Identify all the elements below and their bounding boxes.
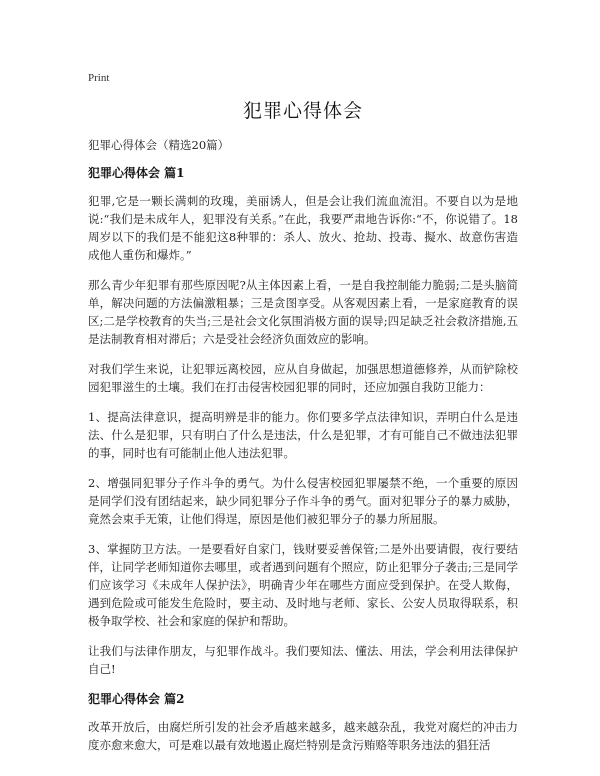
paragraph: 让我们与法律作朋友，与犯罪作战斗。我们要知法、懂法、用法，学会利用法律保护自己! <box>88 644 518 676</box>
paragraph: 2、增强同犯罪分子作斗争的勇气。为什么侵害校园犯罪屡禁不绝，一个重要的原因是同学们没有团结起来，缺少同犯罪分子作斗争的勇气。面对犯罪分子的暴力威胁，竟然会束手无策，让他们得逞，原因是他们被犯罪分子的暴力所屈服。 <box>88 476 518 526</box>
paragraph: 那么青少年犯罪有那些原因呢?从主体因素上看，一是自我控制能力脆弱;二是头脑简单，解决问题的方法偏激粗暴；三是贪图享受。从客观因素上看，一是家庭教育的误区;二是学校教育的失当;三是社会文化氛围消极方面的误导;四足缺乏社会救济措施,五是法制教育相对滞后；六是受社会经济负面效应的影响。 <box>88 278 518 346</box>
paragraph: 3、掌握防卫方法。一是要看好自家门，钱财要妥善保管;二是外出要请假，夜行要结伴，让同学老师知道你去哪里，或者遇到问题有个照应，防止犯罪分子袭击;三是同学们应该学习《未成年人保护法》，明确青少年在哪些方面应受到保护。在受人欺侮，遇到危险或可能发生危险时，要主动、及时地与老师、家长、公安人员取得联系，积极争取学校、社会和家庭的保护和帮助。 <box>88 542 518 628</box>
paragraph: 1、提高法律意识，提高明辨是非的能力。你们要多学点法律知识，弄明白什么是违法、什么是犯罪，只有明白了什么是违法，什么是犯罪，才有可能自己不做违法犯罪的事，同时也有可能制止他人违法犯罪。 <box>88 410 518 460</box>
paragraph: 犯罪,它是一颗长满刺的玫瑰，美丽诱人，但是会让我们流血流泪。不要自以为是地说:“我们是未成年人，犯罪没有关系。”在此，我要严肃地告诉你:“不，你说错了。18周岁以下的我们是不能犯这8种罪的：杀人、放火、抢劫、投毒、擬水、故意伤害造成他人重伤和爆炸。” <box>88 194 518 262</box>
paragraph: 改革开放后，由腐烂所引发的社会矛盾越来越多，越来越杂乱，我党对腐烂的冲击力度亦愈来愈大，可是难以最有效地遏止腐烂特别是贪污贿赂等职务违法的猖狂活 <box>88 720 518 752</box>
section-heading-1: 犯罪心得体会 篇1 <box>88 166 185 180</box>
section-heading-2: 犯罪心得体会 篇2 <box>88 692 185 706</box>
page-title: 犯罪心得体会 <box>242 100 363 122</box>
document-subtitle: 犯罪心得体会（精选20篇） <box>88 138 230 152</box>
paragraph: 对我们学生来说，让犯罪远离校园，应从自身做起，加强思想道德修养，从而铲除校园犯罪滋生的土壤。我们在打击侵害校园犯罪的同时，还应加强自我防卫能力： <box>88 362 518 394</box>
document-page <box>88 70 518 764</box>
print-link[interactable]: Print <box>88 72 110 84</box>
